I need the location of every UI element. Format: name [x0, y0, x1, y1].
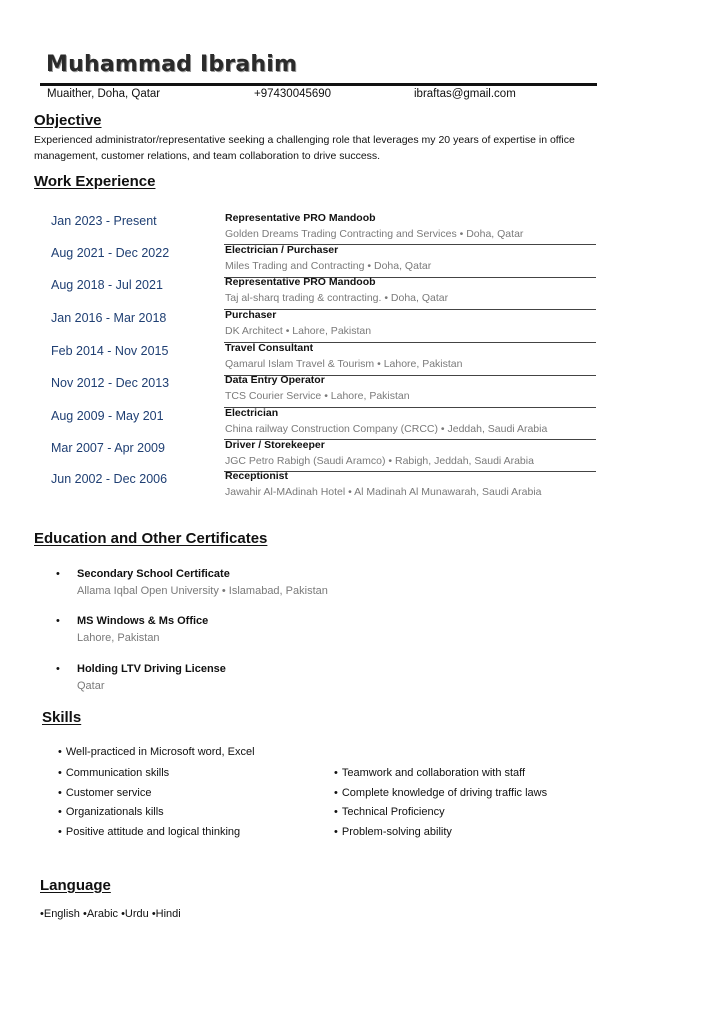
job-company: JGC Petro Rabigh (Saudi Aramco) • Rabigh, Jeddah, Saudi Arabia [225, 455, 534, 467]
job-entry [40, 211, 596, 243]
job-title: Representative PRO Mandoob [225, 212, 376, 224]
language-heading: Language [40, 877, 111, 894]
job-dates: Mar 2007 - Apr 2009 [51, 441, 165, 455]
language-list: •English •Arabic •Urdu •Hindi [40, 908, 181, 920]
job-entry [40, 406, 596, 438]
job-company: Golden Dreams Trading Contracting and Services • Doha, Qatar [225, 228, 524, 240]
objective-heading: Objective [34, 112, 102, 129]
skill-item: • Problem-solving ability [334, 826, 452, 838]
job-dates: Nov 2012 - Dec 2013 [51, 376, 170, 390]
education-detail: Lahore, Pakistan [77, 632, 160, 644]
skill-item: • Technical Proficiency [334, 806, 445, 818]
job-title: Travel Consultant [225, 342, 314, 354]
objective-text: Experienced administrator/representative seeking a challenging role that leverages my 20 years of expertise in office management, customer relations, and team collaboration to drive success. [34, 134, 575, 162]
contact-phone: +97430045690 [254, 88, 332, 100]
job-entry [40, 308, 596, 340]
education-detail: Qatar [77, 680, 105, 692]
job-company: Taj al-sharq trading & contracting. • Doha, Qatar [225, 292, 449, 304]
job-dates: Jan 2016 - Mar 2018 [51, 311, 167, 325]
education-title: Secondary School Certificate [77, 568, 230, 580]
work-experience-heading: Work Experience [34, 173, 156, 190]
job-entry [40, 341, 596, 373]
education-heading: Education and Other Certificates [34, 530, 268, 547]
education-detail: Allama Iqbal Open University • Islamabad, Pakistan [77, 585, 328, 597]
skill-item: • Customer service [58, 787, 151, 799]
skill-item: • Positive attitude and logical thinking [58, 826, 240, 838]
job-dates: Jan 2023 - Present [51, 214, 157, 228]
skill-item: • Communication skills [58, 767, 169, 779]
job-company: Qamarul Islam Travel & Tourism • Lahore, Pakistan [225, 358, 463, 370]
education-title: MS Windows & Ms Office [77, 615, 209, 627]
job-company: Jawahir Al-MAdinah Hotel • Al Madinah Al Munawarah, Saudi Arabia [225, 486, 542, 498]
header-divider [40, 83, 597, 86]
bullet-icon: • [56, 568, 60, 580]
job-dates: Aug 2009 - May 201 [51, 409, 164, 423]
bullet-icon: • [56, 615, 60, 627]
job-company: Miles Trading and Contracting • Doha, Qatar [225, 260, 432, 272]
job-company: China railway Construction Company (CRCC) • Jeddah, Saudi Arabia [225, 423, 548, 435]
job-company: DK Architect • Lahore, Pakistan [225, 325, 372, 337]
job-title: Receptionist [225, 470, 289, 482]
bullet-icon: • [56, 663, 60, 675]
job-title: Electrician [225, 407, 279, 419]
contact-location: Muaither, Doha, Qatar [47, 88, 161, 100]
skill-item: • Organizationals kills [58, 806, 164, 818]
job-entry [40, 275, 596, 307]
candidate-name: Muhammad Ibrahim [46, 52, 298, 77]
skills-heading: Skills [42, 709, 82, 726]
job-dates: Feb 2014 - Nov 2015 [51, 344, 169, 358]
job-title: Data Entry Operator [225, 374, 325, 386]
job-title: Driver / Storekeeper [225, 439, 325, 451]
job-entry [40, 438, 596, 470]
job-title: Electrician / Purchaser [225, 244, 339, 256]
job-title: Representative PRO Mandoob [225, 276, 376, 288]
job-entry [40, 373, 596, 405]
skill-item: • Teamwork and collaboration with staff [334, 767, 525, 779]
contact-email[interactable]: ibraftas@gmail.com [414, 88, 516, 100]
education-title: Holding LTV Driving License [77, 663, 226, 675]
skill-item: • Well-practiced in Microsoft word, Excel [58, 746, 255, 758]
job-dates: Aug 2021 - Dec 2022 [51, 246, 170, 260]
job-title: Purchaser [225, 309, 277, 321]
job-entry [40, 243, 596, 275]
job-dates: Aug 2018 - Jul 2021 [51, 278, 163, 292]
skill-item: • Complete knowledge of driving traffic laws [334, 787, 547, 799]
job-company: TCS Courier Service • Lahore, Pakistan [225, 390, 410, 402]
job-entry [40, 469, 596, 501]
job-dates: Jun 2002 - Dec 2006 [51, 472, 168, 486]
